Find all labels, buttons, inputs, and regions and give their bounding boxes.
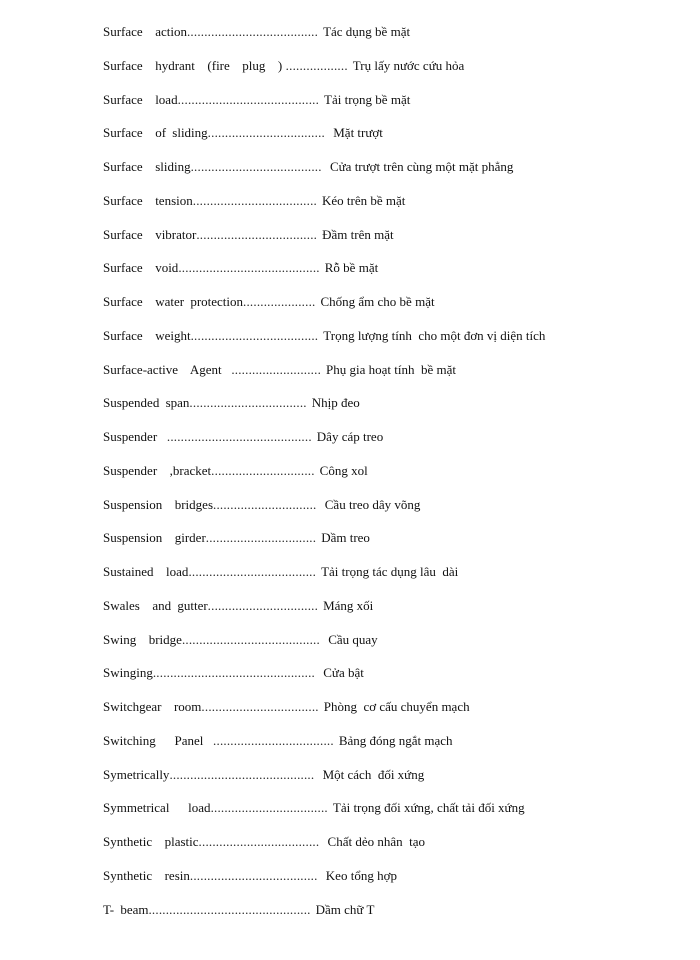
entry-term: Switching Panel: [103, 732, 210, 748]
entry-translation: Cầu quay: [324, 631, 378, 647]
dot-leader: ..................................: [207, 125, 325, 141]
entry-term: Suspension girder: [103, 530, 206, 546]
entry-translation: Dầm chữ T: [315, 901, 375, 917]
glossary-entry: [103, 496, 545, 530]
entry-term: Surface weight: [103, 327, 191, 343]
glossary-entry: [103, 327, 545, 361]
glossary-entry: [103, 664, 545, 698]
glossary-entry: [103, 293, 545, 327]
dot-leader: ................................: [207, 597, 319, 613]
entry-translation: Máng xối: [323, 597, 374, 613]
entry-term: Surface water protection: [103, 294, 244, 309]
entry-term: Surface-active Agent: [103, 361, 228, 377]
entry-translation: Tải trọng đối xứng, chất tải đối xứng: [332, 800, 525, 816]
entry-term: Surface sliding: [103, 159, 191, 174]
dot-leader: ..............................: [211, 462, 315, 478]
glossary-entry: [103, 57, 545, 91]
entry-term: Symetrically: [103, 766, 170, 782]
glossary-entry: [103, 361, 545, 395]
dot-leader: ..........................................: [163, 429, 312, 444]
dot-leader: ......................................: [186, 24, 319, 39]
entry-term: Swing bridge: [103, 631, 182, 647]
dot-leader: ....................................: [192, 192, 317, 208]
glossary-entry: [103, 259, 545, 293]
glossary-entry: [103, 766, 545, 800]
entry-translation: Kéo trên bề mặt: [321, 192, 406, 208]
entry-translation: Chống ẩm cho bề mặt: [320, 294, 435, 309]
entry-term: Surface action: [103, 24, 187, 39]
dot-leader: ...................................: [196, 226, 318, 242]
dot-leader: ........................................: [181, 631, 320, 647]
glossary-entry: [103, 833, 545, 867]
entry-term: Synthetic plastic: [103, 834, 199, 849]
glossary-entry: [103, 158, 545, 192]
dot-leader: ..................................: [189, 395, 307, 411]
entry-translation: Dây cáp treo: [316, 429, 384, 444]
entry-translation: Tác dụng bề mặt: [323, 24, 411, 39]
entry-translation: Mặt trượt: [329, 125, 383, 141]
entry-translation: Tải trọng bề mặt: [324, 91, 411, 107]
glossary-entry: [103, 901, 545, 935]
entry-term: Suspender: [103, 429, 164, 444]
entry-translation: Công xol: [319, 462, 368, 478]
entry-term: Symmetrical load: [103, 800, 211, 816]
glossary-entry: [103, 867, 545, 901]
dot-leader: .....................................: [189, 867, 318, 883]
entry-translation: Phòng cơ cấu chuyển mạch: [323, 699, 470, 714]
dot-leader: ...............................................: [148, 901, 311, 917]
entry-term: Surface hydrant (fire plug ): [103, 57, 283, 73]
entry-term: Surface of sliding: [103, 125, 208, 141]
dot-leader: ..........................: [227, 361, 322, 377]
dot-leader: ..........................................: [169, 766, 315, 782]
glossary-entry: [103, 631, 545, 665]
entry-translation: Nhịp đeo: [311, 395, 360, 411]
entry-term: Switchgear room: [103, 699, 202, 714]
entry-translation: Trụ lấy nước cứu hỏa: [352, 57, 465, 73]
glossary-entry: [103, 23, 545, 57]
glossary-entry: [103, 529, 545, 563]
entry-translation: Cửa bật: [320, 665, 364, 681]
dot-leader: ..................: [282, 57, 348, 73]
glossary-entry: [103, 394, 545, 428]
entry-term: T- beam: [103, 901, 149, 917]
entry-translation: Cầu treo dây võng: [321, 496, 421, 512]
entry-translation: Keo tổng hợp: [322, 867, 397, 883]
entry-translation: Một cách đối xứng: [319, 766, 425, 782]
glossary-list: [103, 23, 545, 934]
dot-leader: .....................................: [190, 327, 319, 343]
entry-translation: Trọng lượng tính cho một đơn vị diện tích: [323, 327, 546, 343]
glossary-entry: [103, 91, 545, 125]
dot-leader: .....................: [243, 294, 316, 309]
glossary-entry: [103, 563, 545, 597]
glossary-entry: [103, 698, 545, 732]
dot-leader: ..................................: [201, 699, 319, 714]
entry-term: Suspender ,bracket: [103, 462, 212, 478]
dot-leader: ..................................: [210, 800, 328, 816]
dot-leader: ..............................: [213, 496, 317, 512]
entry-term: Surface tension: [103, 192, 193, 208]
dot-leader: .........................................: [178, 260, 320, 276]
glossary-entry: [103, 124, 545, 158]
entry-term: Surface load: [103, 91, 178, 107]
entry-translation: Chất dẻo nhân tạo: [324, 834, 426, 849]
entry-term: Surface void: [103, 260, 179, 276]
dot-leader: .....................................: [188, 564, 317, 579]
glossary-entry: [103, 462, 545, 496]
dot-leader: ...............................................: [152, 665, 315, 681]
entry-term: Surface vibrator: [103, 226, 197, 242]
dot-leader: ...................................: [198, 834, 320, 849]
entry-translation: Tải trọng tác dụng lâu dài: [321, 564, 459, 579]
entry-translation: Rỗ bề mặt: [324, 260, 379, 276]
dot-leader: ...................................: [209, 732, 334, 748]
glossary-entry: [103, 799, 545, 833]
glossary-entry: [103, 226, 545, 260]
entry-translation: Cửa trượt trên cùng một mặt phẳng: [326, 159, 514, 174]
glossary-entry: [103, 428, 545, 462]
entry-term: Suspended span: [103, 395, 190, 411]
entry-term: Swales and gutter: [103, 597, 208, 613]
entry-translation: Phụ gia hoạt tính bề mặt: [326, 361, 457, 377]
glossary-entry: [103, 192, 545, 226]
entry-term: Sustained load: [103, 564, 189, 579]
entry-term: Synthetic resin: [103, 867, 190, 883]
entry-term: Suspension bridges: [103, 496, 213, 512]
dot-leader: ................................: [205, 530, 317, 546]
glossary-entry: [103, 732, 545, 766]
entry-term: Swinging: [103, 665, 153, 681]
dot-leader: .........................................: [177, 91, 320, 107]
glossary-entry: [103, 597, 545, 631]
entry-translation: Dầm treo: [321, 530, 370, 546]
dot-leader: ......................................: [190, 159, 322, 174]
entry-translation: Bảng đóng ngắt mạch: [338, 732, 453, 748]
entry-translation: Đầm trên mặt: [322, 226, 394, 242]
